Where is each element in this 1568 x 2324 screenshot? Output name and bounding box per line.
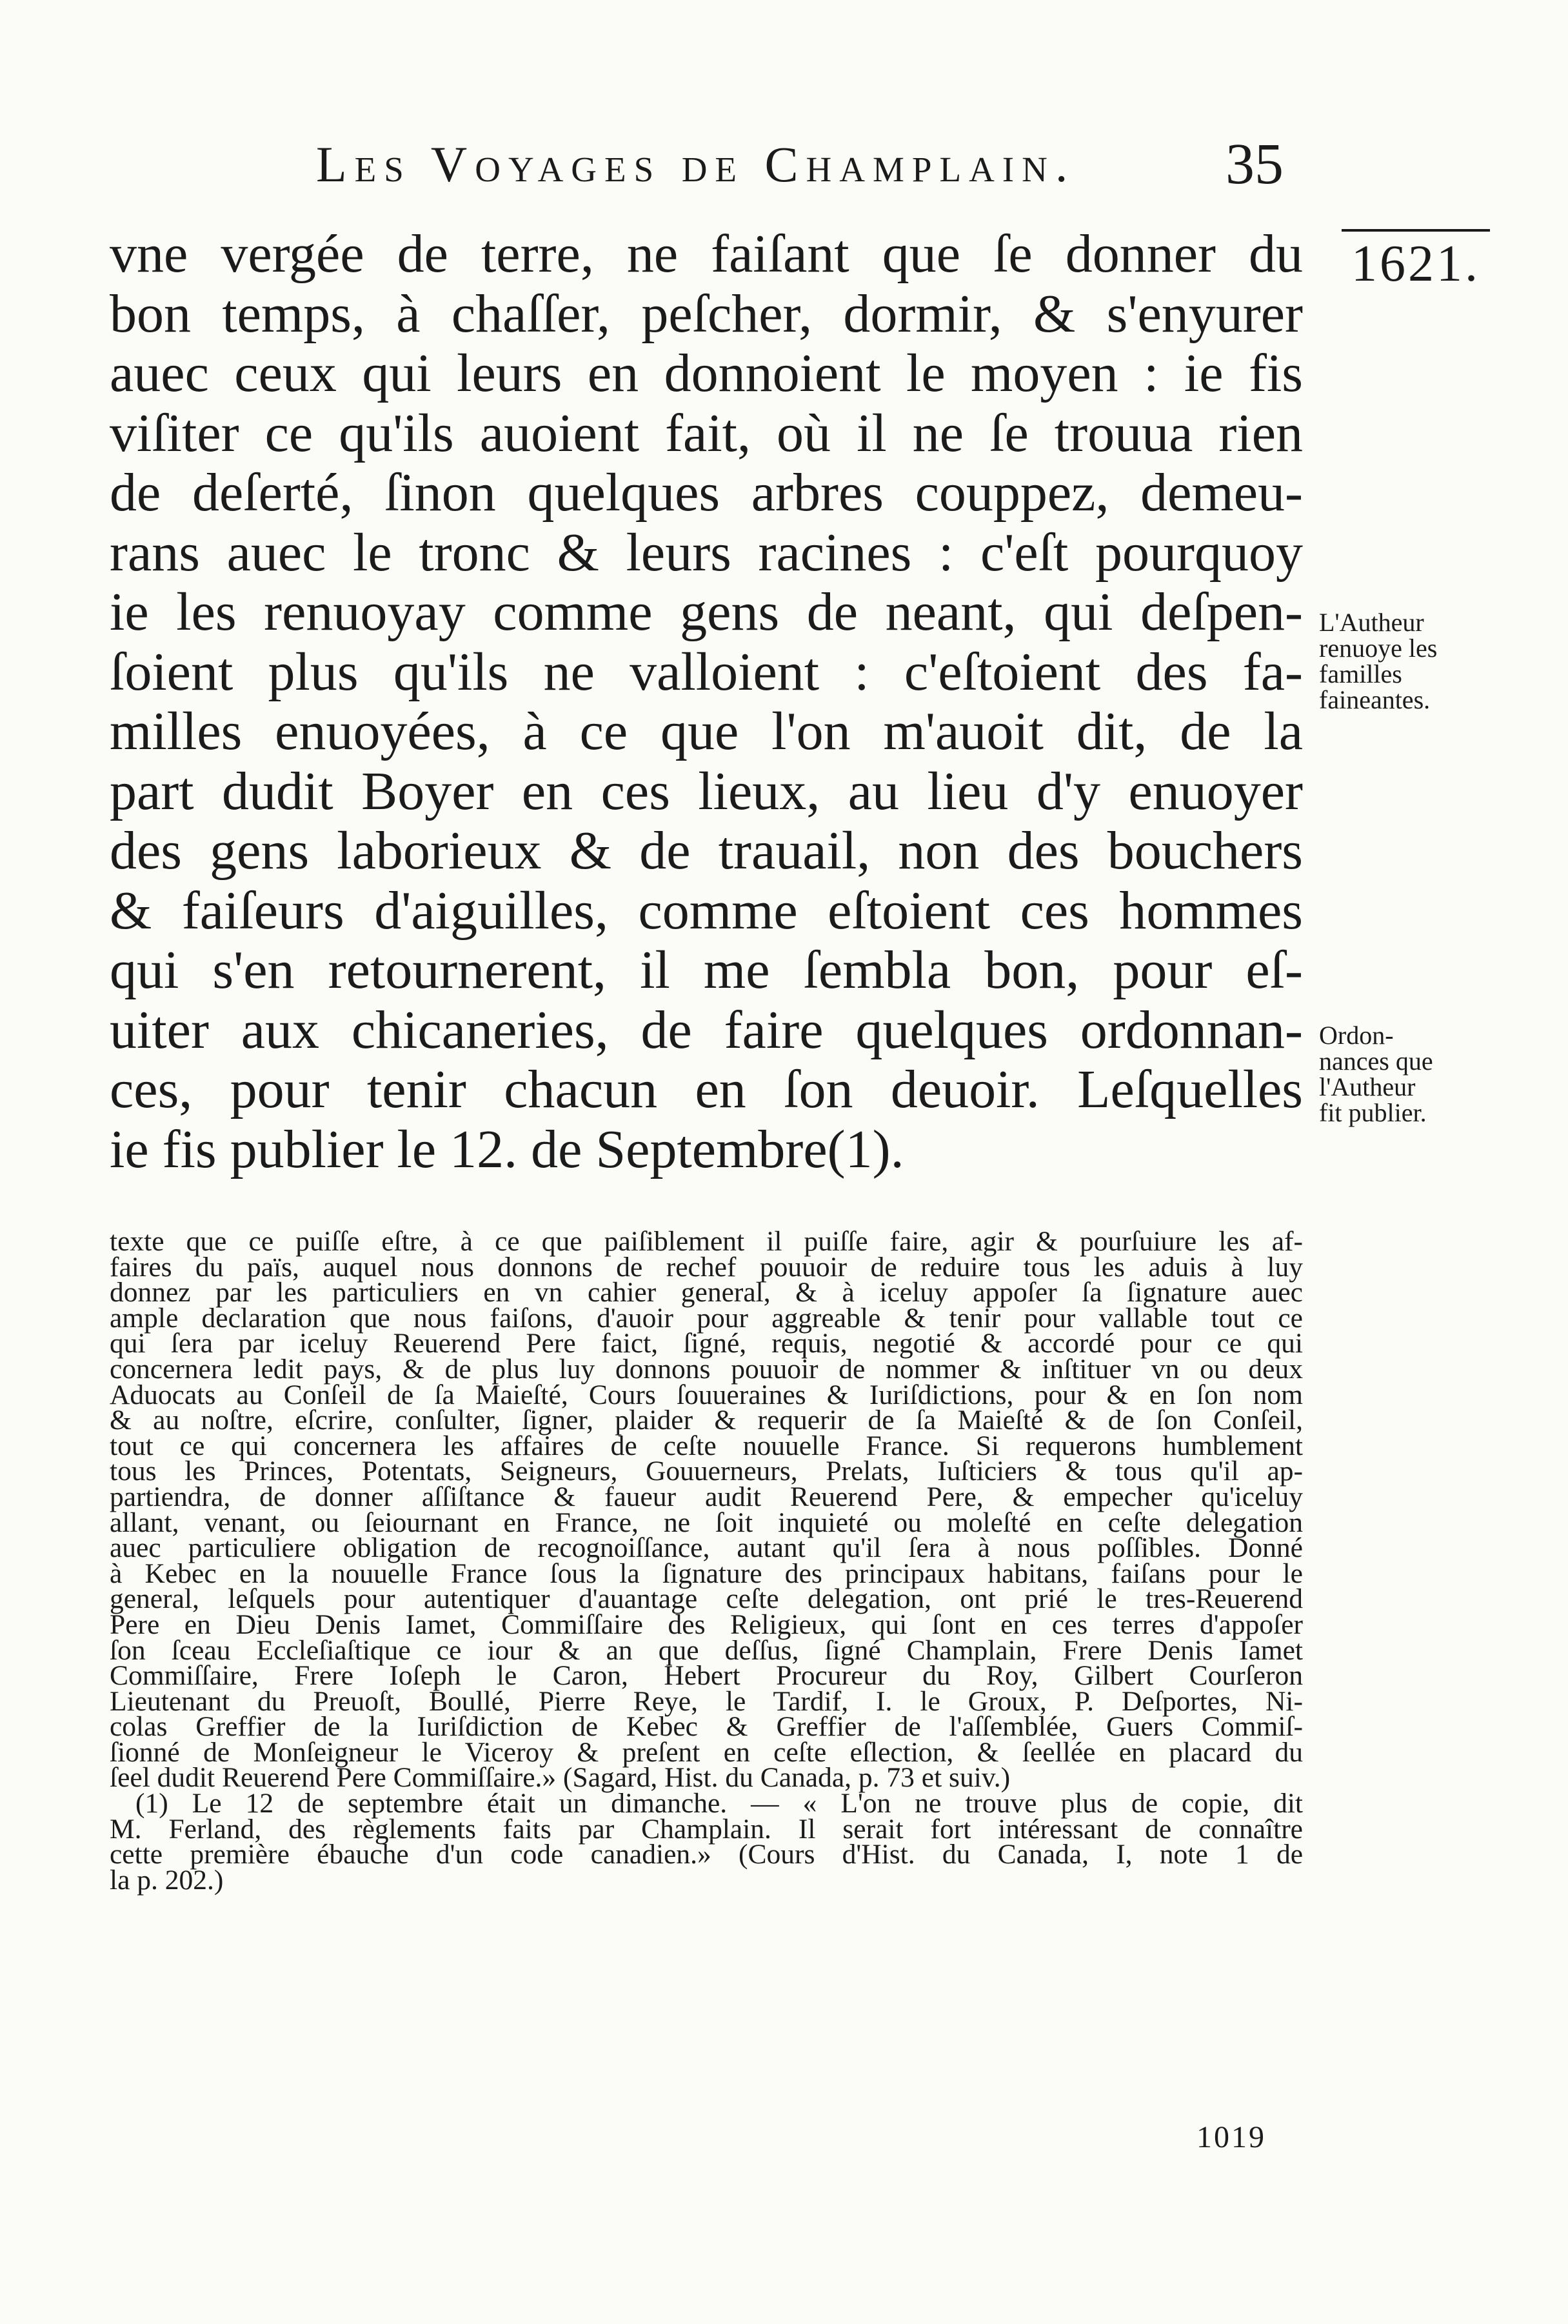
footnote-line: Aduocats au Conſeil de ſa Maieſté, Cours ſouueraines & Iuriſdictions, pour & en ſon nom <box>110 1379 1303 1410</box>
footnote-line: cette première ébauche d'un code canadien.» (Cours d'Hist. du Canada, I, note 1 de <box>110 1839 1303 1870</box>
side-note-ordonnances <box>1319 1023 1513 1126</box>
main-line: bon temps, à chaſſer, peſcher, dormir, & s'enyurer <box>110 283 1303 344</box>
running-title: Les Voyages de Champlain. <box>316 136 1076 192</box>
footnote-line: & au noſtre, eſcrire, conſulter, ſigner, plaider & requerir de ſa Maieſté & de ſon Conſeil, <box>110 1405 1303 1436</box>
running-head <box>0 129 1568 200</box>
footnote-line: donnez par les particuliers en vn cahier general, & à iceluy appoſer ſa ſignature auec <box>110 1277 1303 1308</box>
footnote-line: ample declaration que nous faiſons, d'auoir pour aggreable & tenir pour vallable tout ce <box>110 1302 1303 1334</box>
footnote-line: tout ce qui concernera les affaires de ceſte nouuelle France. Si requerons humblement <box>110 1430 1303 1461</box>
side-note-line: fit publier. <box>1319 1098 1427 1127</box>
page-number: 35 <box>1226 132 1284 196</box>
main-line: des gens laborieux & de trauail, non des bouchers <box>110 821 1303 881</box>
main-text <box>110 225 1303 1179</box>
footnote-line: à Kebec en la nouuelle France ſous la ſignature des principaux habitans, faiſans pour le <box>110 1558 1303 1589</box>
side-note-line: nances que <box>1319 1047 1433 1076</box>
footnote-line: partiendra, de donner aſſiſtance & faueur audit Reuerend Pere, & empecher qu'iceluy <box>110 1481 1303 1512</box>
signature-mark: 1019 <box>1196 2120 1266 2154</box>
footnote-line: qui ſera par iceluy Reuerend Pere faict, ſigné, requis, negotié & accordé pour ce qui <box>110 1328 1303 1359</box>
side-note-line: L'Autheur <box>1319 608 1424 637</box>
main-line: auec ceux qui leurs en donnoient le moyen : ie fis <box>110 343 1303 403</box>
footnote-line: la p. 202.) <box>110 1864 224 1896</box>
footnote-line: Pere en Dieu Denis Iamet, Commiſſaire des Religieux, qui ſont en ces terres d'appoſer <box>110 1608 1303 1640</box>
main-line: ces, pour tenir chacun en ſon deuoir. Leſquelles <box>110 1059 1303 1119</box>
footnote-line: colas Greffier de la Iuriſdiction de Kebec & Greffier de l'aſſemblée, Guers Commiſ- <box>110 1711 1303 1743</box>
footnote-line: Commiſſaire, Frere Ioſeph le Caron, Hebert Procureur du Roy, Gilbert Courſeron <box>110 1660 1303 1692</box>
side-note-renuoye <box>1319 610 1513 713</box>
side-note-line: Ordon- <box>1319 1021 1394 1050</box>
footnote-line: allant, venant, ou ſeiournant en France, ne ſoit inquieté ou moleſté en ceſte delegation <box>110 1507 1303 1538</box>
margin-year: 1621. <box>1342 229 1490 296</box>
main-line: ſoient plus qu'ils ne valloient : c'eſtoient des fa- <box>110 641 1303 702</box>
main-line: de deſerté, ſinon quelques arbres couppez, demeu- <box>110 463 1303 523</box>
footnote-line: ſionné de Monſeigneur le Viceroy & preſent en ceſte eſlection, & ſeellée en placard du <box>110 1736 1303 1768</box>
main-line: rans auec le tronc & leurs racines : c'eſt pourquoy <box>110 522 1303 583</box>
footnote-line: concernera ledit pays, & de plus luy donnons pouuoir de nommer & inſtituer vn ou deux <box>110 1353 1303 1385</box>
footnote-line: ſeel dudit Reuerend Pere Commiſſaire.» (Sagard, Hist. du Canada, p. 73 et suiv.) <box>110 1762 1011 1794</box>
footnote-line: texte que ce puiſſe eſtre, à ce que paiſiblement il puiſſe faire, agir & pourſuiure les af- <box>110 1226 1303 1257</box>
main-line: ie fis publier le 12. de Septembre(1). <box>110 1119 904 1179</box>
side-note-line: familles <box>1319 659 1402 688</box>
main-line: ie les renuoyay comme gens de neant, qui deſpen- <box>110 582 1303 642</box>
footnote-line: ſon ſceau Eccleſiaſtique ce iour & an que deſſus, ſigné Champlain, Frere Denis Iamet <box>110 1634 1303 1666</box>
side-note-line: l'Autheur <box>1319 1072 1416 1101</box>
main-line: qui s'en retournerent, il me ſembla bon, pour eſ- <box>110 940 1303 1000</box>
main-line: viſiter ce qu'ils auoient fait, où il ne ſe trouua rien <box>110 403 1303 463</box>
footnote-line: tous les Princes, Potentats, Seigneurs, Gouuerneurs, Prelats, Iuſticiers & tous qu'il ap- <box>110 1456 1303 1487</box>
main-line: uiter aux chicaneries, de faire quelques ordonnan- <box>110 999 1303 1060</box>
main-line: & faiſeurs d'aiguilles, comme eſtoient ces hommes <box>110 880 1303 941</box>
main-line: part dudit Boyer en ces lieux, au lieu d'y enuoyer <box>110 761 1303 821</box>
footnote-line: auec particuliere obligation de recognoiſſance, autant qu'il ſera à nous poſſibles. Donné <box>110 1532 1303 1564</box>
main-line: vne vergée de terre, ne faiſant que ſe donner du <box>110 224 1303 284</box>
footnote-line: general, leſquels pour autentiquer d'auantage ceſte delegation, ont prié le tres-Reuerend <box>110 1583 1303 1615</box>
side-note-line: renuoye les <box>1319 634 1438 663</box>
side-note-line: faineantes. <box>1319 685 1431 714</box>
footnote-line: faires du païs, auquel nous donnons de rechef pouuoir de reduire tous les aduis à luy <box>110 1251 1303 1283</box>
footnote-line: (1) Le 12 de septembre était un dimanche. — « L'on ne trouve plus de copie, dit <box>135 1788 1303 1819</box>
footnote-line: Lieutenant du Preuoſt, Boullé, Pierre Reye, le Tardif, I. le Groux, P. Deſportes, Ni- <box>110 1685 1303 1717</box>
footnotes <box>110 1226 1303 1896</box>
footnote-line: M. Ferland, des règlements faits par Champlain. Il serait fort intéressant de connaître <box>110 1813 1303 1845</box>
main-line: milles enuoyées, à ce que l'on m'auoit dit, de la <box>110 701 1303 761</box>
